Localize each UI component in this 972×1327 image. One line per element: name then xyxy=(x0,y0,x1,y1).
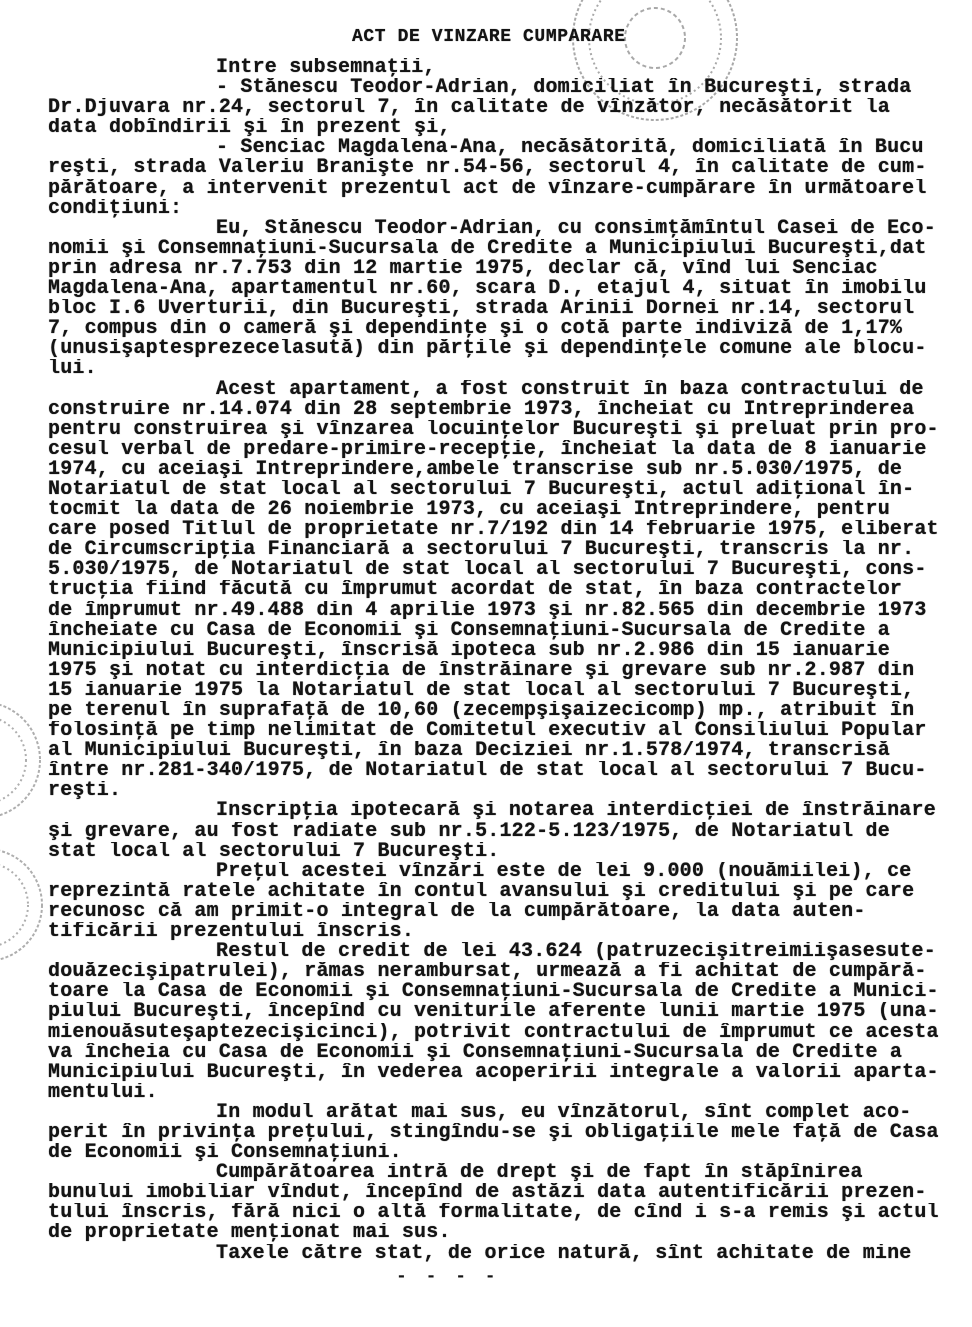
document-line: va încheia cu Casa de Economii şi Consemnaţiuni-Sucursala de Credite a xyxy=(48,1042,903,1063)
document-line: Municipiului Bucureşti, în vederea acoperirii integrale a valorii aparta- xyxy=(48,1062,939,1083)
paragraph-parties-intro xyxy=(48,58,958,78)
document-line: construire nr.14.074 din 28 septembrie 1973, încheiat cu Intreprinderea xyxy=(48,399,915,420)
paragraph-mortgage-radiation xyxy=(48,801,958,861)
document-line: - Senciac Magdalena-Ana, necăsătorită, domiciliată în Bucu xyxy=(216,138,924,159)
document-line: Magdalena-Ana, apartamentul nr.60, scara D., etajul 4, situat în imobilu xyxy=(48,279,927,300)
document-line: trucţia fiind făcută cu împrumut acordat de stat, în baza contractelor xyxy=(48,580,903,601)
document-line: Municipiului Bucureşti, înscrisă ipoteca sub nr.2.986 din 15 ianuarie xyxy=(48,640,890,661)
document-line: toare la Casa de Economii şi Consemnaţiuni-Sucursala de Credite a Munici- xyxy=(48,982,939,1003)
document-line: bloc I.6 Uverturii, din Bucureşti, strada Arinii Dornei nr.14, sectorul xyxy=(48,299,915,320)
document-line: Inscripţia ipotecară şi notarea interdicţiei de înstrăinare xyxy=(216,801,936,822)
document-line: părătoare, a intervenit prezentul act de vînzare-cumpărare în următoarel xyxy=(48,178,927,199)
document-line: data dobîndirii şi în prezent şi, xyxy=(48,118,451,139)
document-line: piului Bucureşti, începînd cu veniturile aferente lunii martie 1975 (una- xyxy=(48,1002,939,1023)
page-continuation-marks: - - - - xyxy=(396,1267,500,1287)
document-line: pe terenul în suprafaţă de 10,60 (zecempşişaizecicomp) mp., atribuit în xyxy=(48,701,915,722)
document-line: condiţiuni: xyxy=(48,198,183,219)
document-line: Notariatul de stat local al sectorului 7 Bucureşti, actul adiţional în- xyxy=(48,479,915,501)
document-line: Preţul acestei vînzări este de lei 9.000 (nouămiilei), ce xyxy=(216,861,912,882)
document-line: între nr.281-340/1975, de Notariatul de stat local al sectorului 7 Bucu- xyxy=(48,761,927,782)
document-line: recunosc că am primit-o integral de la cumpărătoare, la data auten- xyxy=(48,901,866,923)
document-line: reprezintă ratele achitate în contul avansului şi creditului şi pe care xyxy=(48,881,915,902)
document-line: lui. xyxy=(48,359,97,380)
document-line: Cumpărătoarea intră de drept şi de fapt în stăpînirea xyxy=(216,1163,863,1184)
document-line: stat local al sectorului 7 Bucureşti. xyxy=(48,841,500,862)
document-line: încheiate cu Casa de Economii şi Consemnaţiuni-Sucursala de Credite a xyxy=(48,620,890,641)
document-line: tului înscris, fără nici o altă formalitate, de cînd i s-a remis şi actul xyxy=(48,1203,939,1224)
document-line: mienouăsuteşaptezecişicinci), potrivit contractului de împrumut ce acesta xyxy=(48,1022,939,1043)
document-line: de Economii şi Consemnaţiuni. xyxy=(48,1143,402,1164)
document-line: reşti. xyxy=(48,781,122,802)
document-line: Taxele către stat, de orice natură, sînt achitate de mine xyxy=(216,1243,912,1264)
round-stamp-left-lower xyxy=(0,849,42,961)
document-line: Acest apartament, a fost construit în baza contractului de xyxy=(216,379,924,400)
document-line: Dr.Djuvara nr.24, sectorul 7, în calitate de vînzător, necăsătorit la xyxy=(48,98,890,119)
document-line: In modul arătat mai sus, eu vînzătorul, sînt complet aco- xyxy=(216,1102,912,1123)
document-line: şi grevare, au fost radiate sub nr.5.122-5.123/1975, de Notariatul de xyxy=(48,821,890,842)
document-line: de Circumscripţia Financiară a sectorului 7 Bucureşti, transcris la nr. xyxy=(48,540,915,561)
document-line: 1974, cu aceiaşi Intreprindere,ambele transcrise sub nr.5.030/1975, de xyxy=(48,459,903,480)
paragraph-seller-covered xyxy=(48,1103,958,1163)
document-line: nomii şi Consemnaţiuni-Sucursala de Credite a Municipiului Bucureşti,dat xyxy=(48,238,927,259)
document-line: cesul verbal de predare-primire-recepţie, încheiat la data de 8 ianuarie xyxy=(48,439,927,460)
paragraph-declaration xyxy=(48,219,958,380)
document-line: perit în privinţa preţului, stingîndu-se şi obligaţiile mele faţă de Casa xyxy=(48,1122,939,1144)
paragraph-buyer xyxy=(48,138,958,218)
paragraph-remaining-credit xyxy=(48,942,958,1103)
document-line: al Municipiului Bucureşti, în baza Deciziei nr.1.578/1974, transcrisă xyxy=(48,741,890,762)
document-line: de împrumut nr.49.488 din 4 aprilie 1973 şi nr.82.565 din decembrie 1973 xyxy=(48,600,927,621)
paragraph-taxes xyxy=(48,1244,958,1264)
document-line: - Stănescu Teodor-Adrian, domiciliat în Bucureşti, strada xyxy=(216,78,912,99)
paragraph-apartment-history xyxy=(48,380,958,802)
document-line: Eu, Stănescu Teodor-Adrian, cu consimţămîntul Casei de Eco- xyxy=(216,218,936,239)
document-line: Restul de credit de lei 43.624 (patruzecişitreimiişasesute- xyxy=(216,942,936,963)
document-line: mentului. xyxy=(48,1082,158,1103)
document-title: ACT DE VINZARE CUMPARARE xyxy=(352,27,626,47)
document-line: prin adresa nr.7.753 din 12 martie 1975, declar că, vînd lui Senciac xyxy=(48,258,878,280)
document-line: pentru construirea şi vînzarea locuinţelor Bucureşti şi preluat prin pro- xyxy=(48,419,939,440)
document-line: tocmit la data de 26 noiembrie 1973, cu aceiaşi Intreprindere, pentru xyxy=(48,500,890,521)
document-line: Intre subsemnaţii, xyxy=(216,58,436,79)
document-line: 7, compus din o cameră şi dependinţe şi o cotă parte indiviză de 1,17% xyxy=(48,319,903,340)
document-line: bunului imobiliar vîndut, începînd de astăzi data autentificării prezen- xyxy=(48,1183,927,1204)
document-line: 1975 şi notat cu interdicţia de înstrăinare şi grevare sub nr.2.987 din xyxy=(48,660,915,681)
paragraph-possession xyxy=(48,1163,958,1243)
document-line: tificării prezentului înscris. xyxy=(48,922,415,943)
round-stamp-left-middle xyxy=(0,702,40,818)
document-line: (unusişaptesprezecelasută) din părţile şi dependinţele comune ale blocu- xyxy=(48,339,927,360)
document-line: reşti, strada Valeriu Branişte nr.54-56, sectorul 4, în calitate de cum- xyxy=(48,158,927,179)
document-line: douăzecişipatrulei), rămas nerambursat, urmează a fi achitat de cumpără- xyxy=(48,962,927,983)
document-line: care posed Titlul de proprietate nr.7/192 din 14 februarie 1975, eliberat xyxy=(48,520,939,541)
document-line: de proprietate menţionat mai sus. xyxy=(48,1223,451,1244)
document-line: folosinţă pe timp nelimitat de Comitetul executiv al Consiliului Popular xyxy=(48,721,927,742)
document-line: 5.030/1975, de Notariatul de stat local al sectorului 7 Bucureşti, cons- xyxy=(48,560,927,581)
document-line: 15 ianuarie 1975 la Notariatul de stat local al sectorului 7 Bucureşti, xyxy=(48,680,915,701)
paragraph-price xyxy=(48,862,958,942)
paragraph-seller xyxy=(48,78,958,138)
document-body xyxy=(48,58,958,1264)
